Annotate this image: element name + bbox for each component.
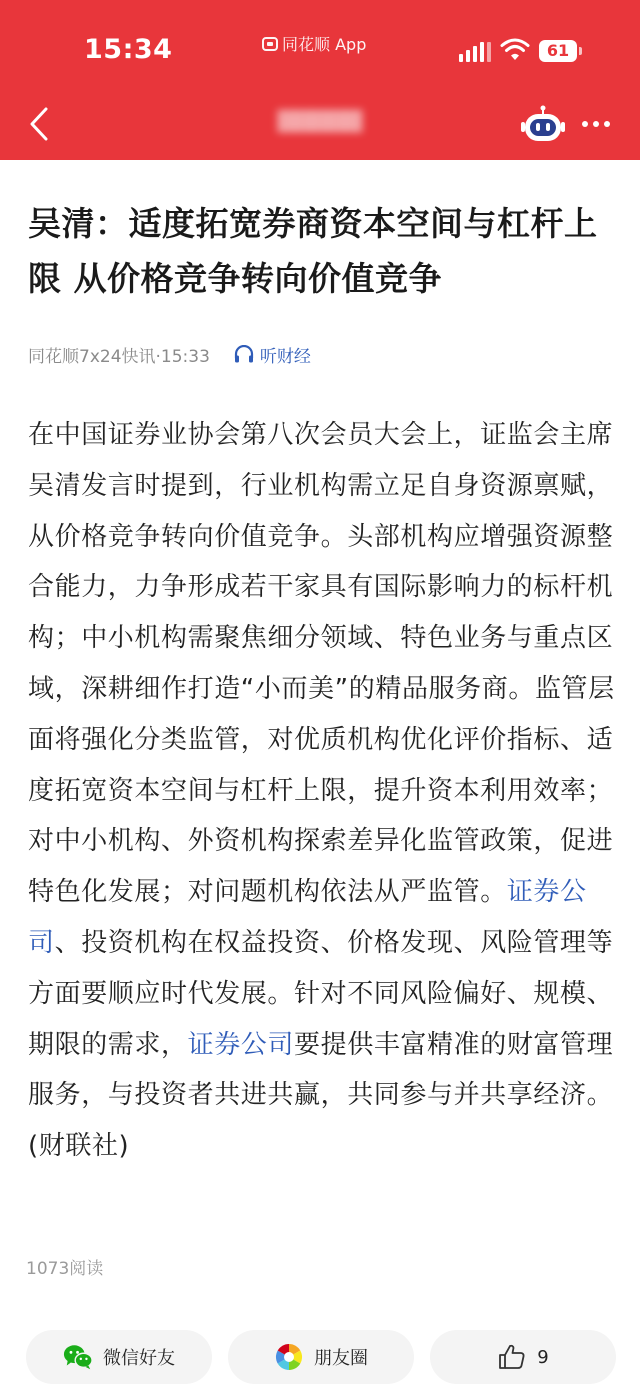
nav-title-blurred: ▇▇▇▇▇ bbox=[277, 108, 363, 133]
article-body bbox=[28, 410, 620, 1172]
read-count: 1073阅读 bbox=[26, 1259, 104, 1279]
body-text-1: 在中国证券业协会第八次会员大会上，证监会主席吴清发言时提到，行业机构需立足自身资源禀赋，从价格竞争转向价值竞争。头部机构应增强资源整合能力，力争形成若干家具有国际影响力的标杆机构；中小机构需聚焦细分领域、特色业务与重点区域，深耕细作打造“小而美”的精品服务商。监管层面将强化分类监管，对优质机构优化评价指标、适度拓宽资本空间与杠杆上限，提升资本利用效率；对中小机构、外资机构探索差异化监管政策，促进特色化发展；对问题机构依法从严监管。 bbox=[28, 420, 615, 908]
article-source: 同花顺7x24快讯·15:33 bbox=[28, 346, 210, 367]
like-count: 9 bbox=[537, 1346, 549, 1368]
app-badge-icon bbox=[262, 37, 278, 51]
wechat-icon bbox=[63, 1342, 93, 1372]
listen-label: 听财经 bbox=[259, 346, 311, 367]
app-badge-label: 同花顺 App bbox=[282, 35, 367, 54]
body-text-3: 要提供丰富精准的财富管理服务，与投资者共进共赢，共同参与并共享经济。(财联社) bbox=[28, 1029, 614, 1162]
more-dots-icon[interactable] bbox=[576, 112, 616, 136]
robot-icon bbox=[521, 104, 565, 144]
wifi-icon bbox=[500, 38, 530, 62]
top-bar bbox=[0, 0, 640, 160]
thumbs-up-icon bbox=[497, 1342, 527, 1372]
stock-link-securities-1[interactable]: 证券公司 bbox=[28, 877, 587, 958]
share-row bbox=[26, 1330, 616, 1384]
status-time: 15:34 bbox=[84, 34, 173, 65]
share-wechat-button[interactable] bbox=[26, 1330, 212, 1384]
moments-icon bbox=[274, 1342, 304, 1372]
robot-assistant-button[interactable] bbox=[521, 104, 565, 144]
chevron-left-icon bbox=[28, 106, 50, 142]
stock-link-securities-2[interactable]: 证券公司 bbox=[187, 1029, 295, 1060]
like-button[interactable] bbox=[430, 1330, 616, 1384]
app-badge[interactable] bbox=[262, 32, 366, 55]
share-moments-label: 朋友圈 bbox=[314, 1348, 368, 1369]
share-wechat-label: 微信好友 bbox=[103, 1348, 175, 1369]
back-button[interactable] bbox=[22, 104, 56, 144]
headphones-icon bbox=[234, 345, 254, 363]
body-text-2: 、投资机构在权益投资、价格发现、风险管理等方面要顺应时代发展。针对不同风险偏好、规模、期限的需求， bbox=[28, 927, 614, 1060]
share-moments-button[interactable] bbox=[228, 1330, 414, 1384]
signal-icon bbox=[459, 40, 491, 62]
battery-icon: 61 bbox=[539, 40, 577, 62]
article-meta bbox=[28, 342, 311, 366]
listen-button[interactable] bbox=[234, 342, 311, 367]
article-title: 吴清：适度拓宽券商资本空间与杠杆上限 从价格竞争转向价值竞争 bbox=[28, 204, 598, 298]
